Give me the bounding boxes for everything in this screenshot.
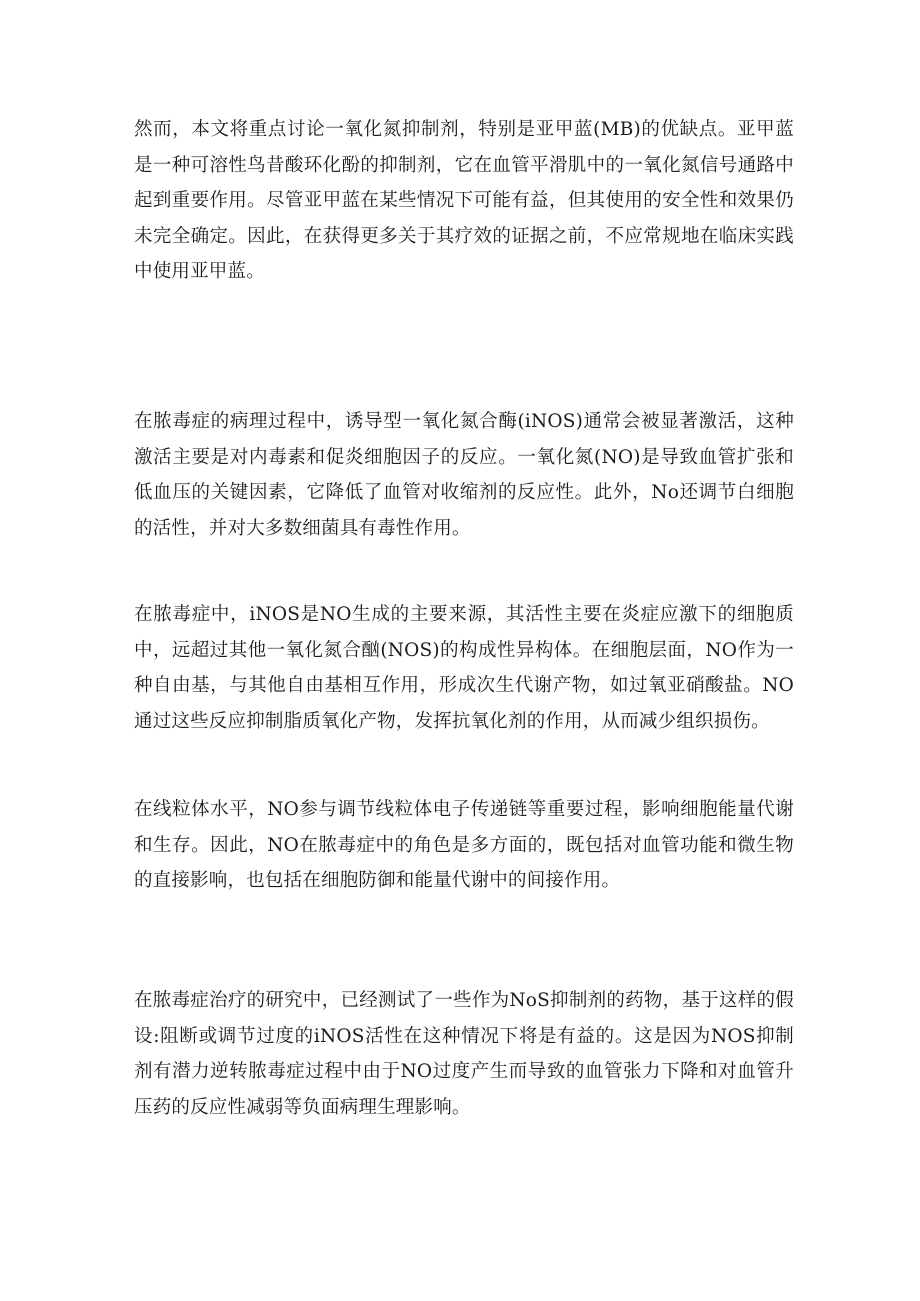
paragraph-inos-activation: 在脓毒症的病理过程中，诱导型一氧化氮合酶(iNOS)通常会被显著激活，这种激活主要是对内毒素和促炎细胞因子的反应。一氧化氮(NO)是导致血管扩张和低血压的关键因素，它降低了血管对收缩剂的反应性。此外，No还调节白细胞的活性，并对大多数细菌具有毒性作用。 xyxy=(134,411,794,539)
paragraph-nos-inhibitors: 在脓毒症治疗的研究中，已经测试了一些作为NoS抑制剂的药物，基于这样的假设:阻断或调节过度的iNOS活性在这种情况下将是有益的。这是因为NOS抑制剂有潜力逆转脓毒症过程中由于NO过度产生而导致的血管张力下降和对血管升压药的反应性减弱等负面病理生理影响。 xyxy=(134,990,794,1118)
paragraph-mitochondria: 在线粒体水平，NO参与调节线粒体电子传递链等重要过程，影响细胞能量代谢和生存。因此，NO在脓毒症中的角色是多方面的，既包括对血管功能和微生物的直接影响，也包括在细胞防御和能量代谢中的间接作用。 xyxy=(134,799,794,891)
paragraph-no-source: 在脓毒症中，iNOS是NO生成的主要来源，其活性主要在炎症应激下的细胞质中，远超过其他一氧化氮合酗(NOS)的构成性异构体。在细胞层面，NO作为一种自由基，与其他自由基相互作用，形成次生代谢产物，如过氧亚硝酸盐。NO通过这些反应抑制脂质氧化产物，发挥抗氧化剂的作用，从而减少组织损伤。 xyxy=(134,604,794,732)
paragraph-methylene-blue: 然而，本文将重点讨论一氧化氮抑制剂，特别是亚甲蓝(MB)的优缺点。亚甲蓝是一种可溶性鸟昔酸环化酚的抑制剂，它在血管平滑肌中的一氧化氮信号通路中起到重要作用。尽管亚甲蓝在某些情况下可能有益，但其使用的安全性和效果仍未完全确定。因此，在获得更多关于其疗效的证据之前，不应常规地在临床实践中使用亚甲蓝。 xyxy=(134,119,794,282)
